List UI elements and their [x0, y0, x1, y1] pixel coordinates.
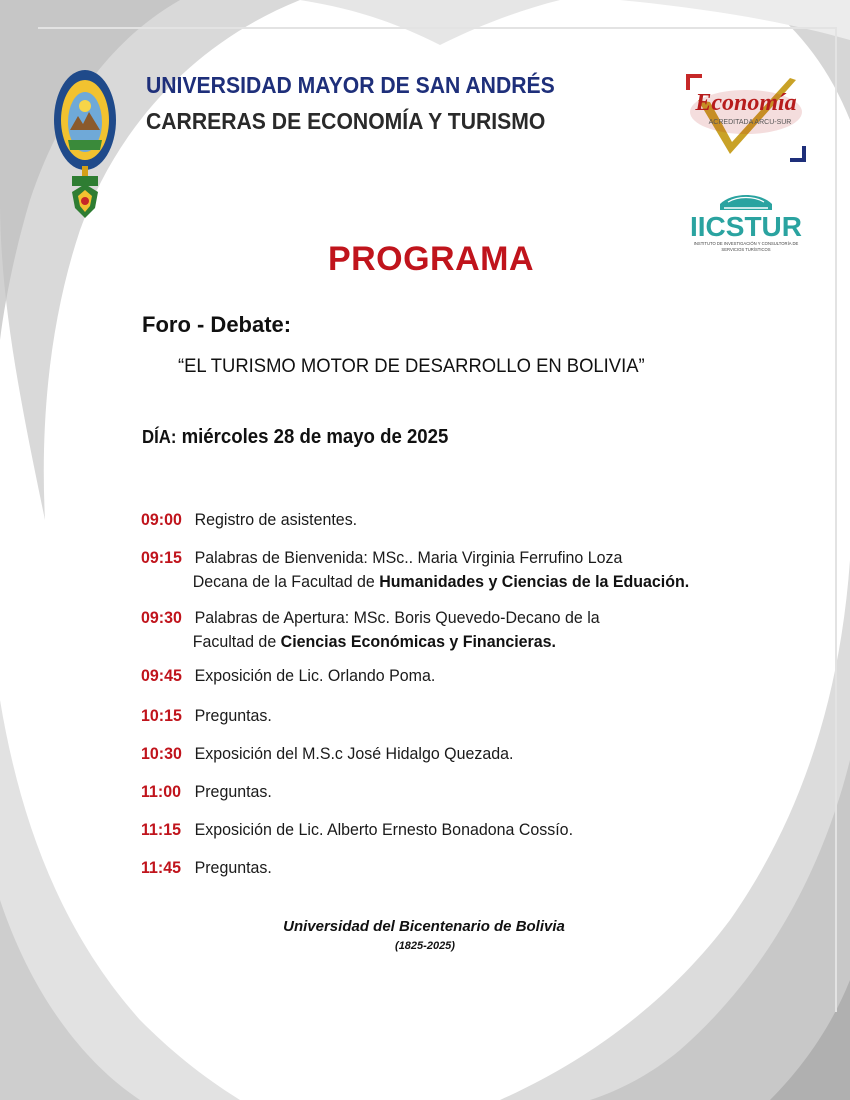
- agenda-text: Preguntas.: [194, 782, 272, 801]
- agenda-text-continuation: [141, 570, 689, 594]
- agenda-text: Preguntas.: [194, 858, 272, 877]
- event-topic: “EL TURISMO MOTOR DE DESARROLLO EN BOLIVIA”: [178, 356, 645, 377]
- event-type: Foro - Debate:: [142, 312, 292, 337]
- agenda-item: [141, 606, 600, 654]
- iicstur-logo-text: IICSTUR: [690, 211, 802, 242]
- agenda-item: [141, 742, 513, 766]
- agenda-text: Exposición de Lic. Alberto Ernesto Bonadona Cossío.: [194, 820, 574, 839]
- agenda-text-pre: Decana de la Facultad de: [192, 572, 380, 591]
- program-title: PROGRAMA: [327, 240, 535, 278]
- event-date: [142, 426, 448, 449]
- agenda-text: Palabras de Apertura: MSc. Boris Quevedo-Decano de la: [194, 608, 600, 627]
- agenda-time: 10:30: [141, 744, 182, 763]
- agenda-time: 11:45: [141, 858, 181, 877]
- footer-years: (1825-2025): [395, 940, 455, 952]
- agenda-text: Registro de asistentes.: [194, 510, 358, 529]
- agenda-time: 11:00: [141, 782, 181, 801]
- agenda-text: Preguntas.: [194, 706, 272, 725]
- agenda-time: 11:15: [141, 820, 181, 839]
- university-seal-logo: [52, 68, 118, 230]
- agenda-text-bold: Humanidades y Ciencias de la Eduación.: [379, 572, 690, 591]
- agenda-time: 09:15: [141, 548, 182, 567]
- agenda-item: [141, 704, 272, 728]
- economia-logo-subtext: ACREDITADA ARCU-SUR: [708, 119, 792, 126]
- agenda-item: [141, 546, 689, 594]
- agenda-time: 09:45: [141, 666, 182, 685]
- agenda-text-pre: Facultad de: [192, 632, 281, 651]
- agenda-item: [141, 508, 357, 532]
- footer-bicentennial: Universidad del Bicentenario de Bolivia: [283, 918, 565, 935]
- careers-title: CARRERAS DE ECONOMÍA Y TURISMO: [146, 108, 546, 134]
- agenda-text-bold: Ciencias Económicas y Financieras.: [280, 632, 556, 651]
- university-name: UNIVERSIDAD MAYOR DE SAN ANDRÉS: [146, 72, 555, 98]
- agenda-time: 09:00: [141, 510, 182, 529]
- agenda-item: [141, 856, 272, 880]
- agenda-item: [141, 664, 435, 688]
- agenda-text: Palabras de Bienvenida: MSc.. Maria Virginia Ferrufino Loza: [194, 548, 623, 567]
- economia-logo-text: Economía: [695, 90, 797, 116]
- agenda-item: [141, 818, 573, 842]
- economia-accreditation-logo: [684, 72, 808, 164]
- iicstur-logo-subtext-1: INSTITUTO DE INVESTIGACIÓN Y CONSULTORÍA DE: [693, 241, 799, 246]
- agenda-text: Exposición de Lic. Orlando Poma.: [194, 666, 436, 685]
- date-label: DÍA:: [142, 427, 177, 447]
- agenda-time: 09:30: [141, 608, 182, 627]
- agenda-text: Exposición del M.S.c José Hidalgo Quezada.: [194, 744, 514, 763]
- agenda-item: [141, 780, 272, 804]
- agenda-time: 10:15: [141, 706, 182, 725]
- agenda-text-continuation: [141, 630, 600, 654]
- date-value: miércoles 28 de mayo de 2025: [181, 426, 449, 448]
- iicstur-logo-subtext-2: SERVICIOS TURÍSTICOS: [721, 247, 771, 252]
